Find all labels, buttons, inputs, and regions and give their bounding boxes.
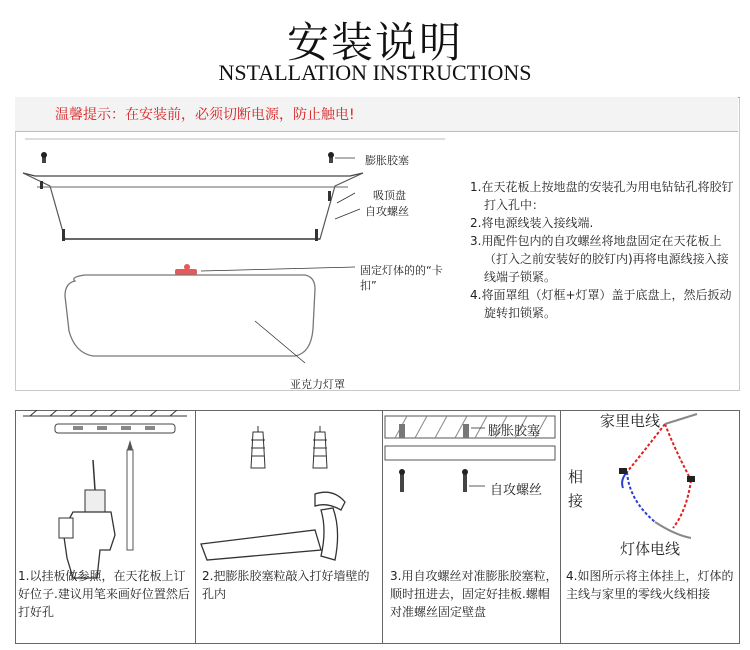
label-self-tapping-screw: 自攻螺丝 <box>365 205 409 218</box>
wiring-diagram <box>619 414 697 538</box>
step-2: 2.将电源线装入接线端. <box>470 216 594 230</box>
drill-icon <box>59 460 115 578</box>
panel3-label-plug: 膨胀胶塞 <box>488 424 541 439</box>
step-1: 1.在天花板上按地盘的安装孔为用电钻钻孔将胶钉打入孔中： <box>470 180 734 212</box>
label-connect-2: 接 <box>568 492 584 510</box>
label-connect-1: 相 <box>568 468 584 486</box>
hammer-icon <box>201 492 345 560</box>
caption-step-3: 3.用自攻螺丝对准膨胀胶塞粒，顺时扭进去，固定好挂板.螺帽对准螺丝固定壁盘 <box>390 569 558 619</box>
step-3: 3.用配件包内的自攻螺丝将地盘固定在天花板上（打入之前安装好的胶钉内)再将电源线接入接线端子锁紧。 <box>470 234 729 284</box>
step-4: 4.将面罩组（灯框+灯罩）盖于底盘上，然后扳动旋转扣锁紧。 <box>470 288 732 320</box>
caption-step-2: 2.把膨胀胶塞粒敲入打好墙壁的孔内 <box>202 569 370 601</box>
label-acrylic-shade: 亚克力灯罩 <box>290 378 345 391</box>
caption-step-1: 1.以挂板做参照，在天花板上订好位子.建议用笔来画好位置然后打好孔 <box>18 569 190 619</box>
panel3-plug-left-icon <box>399 424 405 438</box>
warning-text: 温馨提示：在安装前，必须切断电源，防止触电! <box>55 107 355 123</box>
label-clip-line2: 扣” <box>360 279 377 292</box>
acrylic-shade-shape <box>65 275 315 356</box>
expansion-plug-right-icon <box>328 152 334 163</box>
wall-plug-left-icon <box>251 426 265 468</box>
caption-step-4: 4.如图所示将主体挂上，灯体的主线与家里的零线火线相接 <box>566 569 734 601</box>
pencil-icon <box>127 440 133 550</box>
panel3-label-screw: 自攻螺丝 <box>490 483 543 498</box>
screw-left-icon <box>399 469 405 492</box>
mounting-plate-icon <box>55 424 175 433</box>
label-clip-line1: 固定灯体的的“卡 <box>360 264 443 277</box>
label-home-wire: 家里电线 <box>600 412 661 430</box>
label-ceiling-base: 吸顶盘 <box>373 189 406 202</box>
panel1-ceiling-hatch <box>23 410 187 416</box>
wall-plug-right-icon <box>313 426 327 468</box>
ceiling-base-shape <box>23 173 363 239</box>
panel3-plug-right-icon <box>463 424 469 438</box>
label-expansion-plug: 膨胀胶塞 <box>365 154 409 167</box>
label-lamp-wire: 灯体电线 <box>620 540 681 558</box>
page-title: 安装说明 <box>286 18 463 67</box>
expansion-plug-left-icon <box>41 152 47 163</box>
installation-steps <box>470 178 738 322</box>
clip-icon <box>175 264 197 275</box>
screw-right-icon <box>462 469 468 492</box>
page-subtitle: NSTALLATION INSTRUCTIONS <box>218 60 532 85</box>
